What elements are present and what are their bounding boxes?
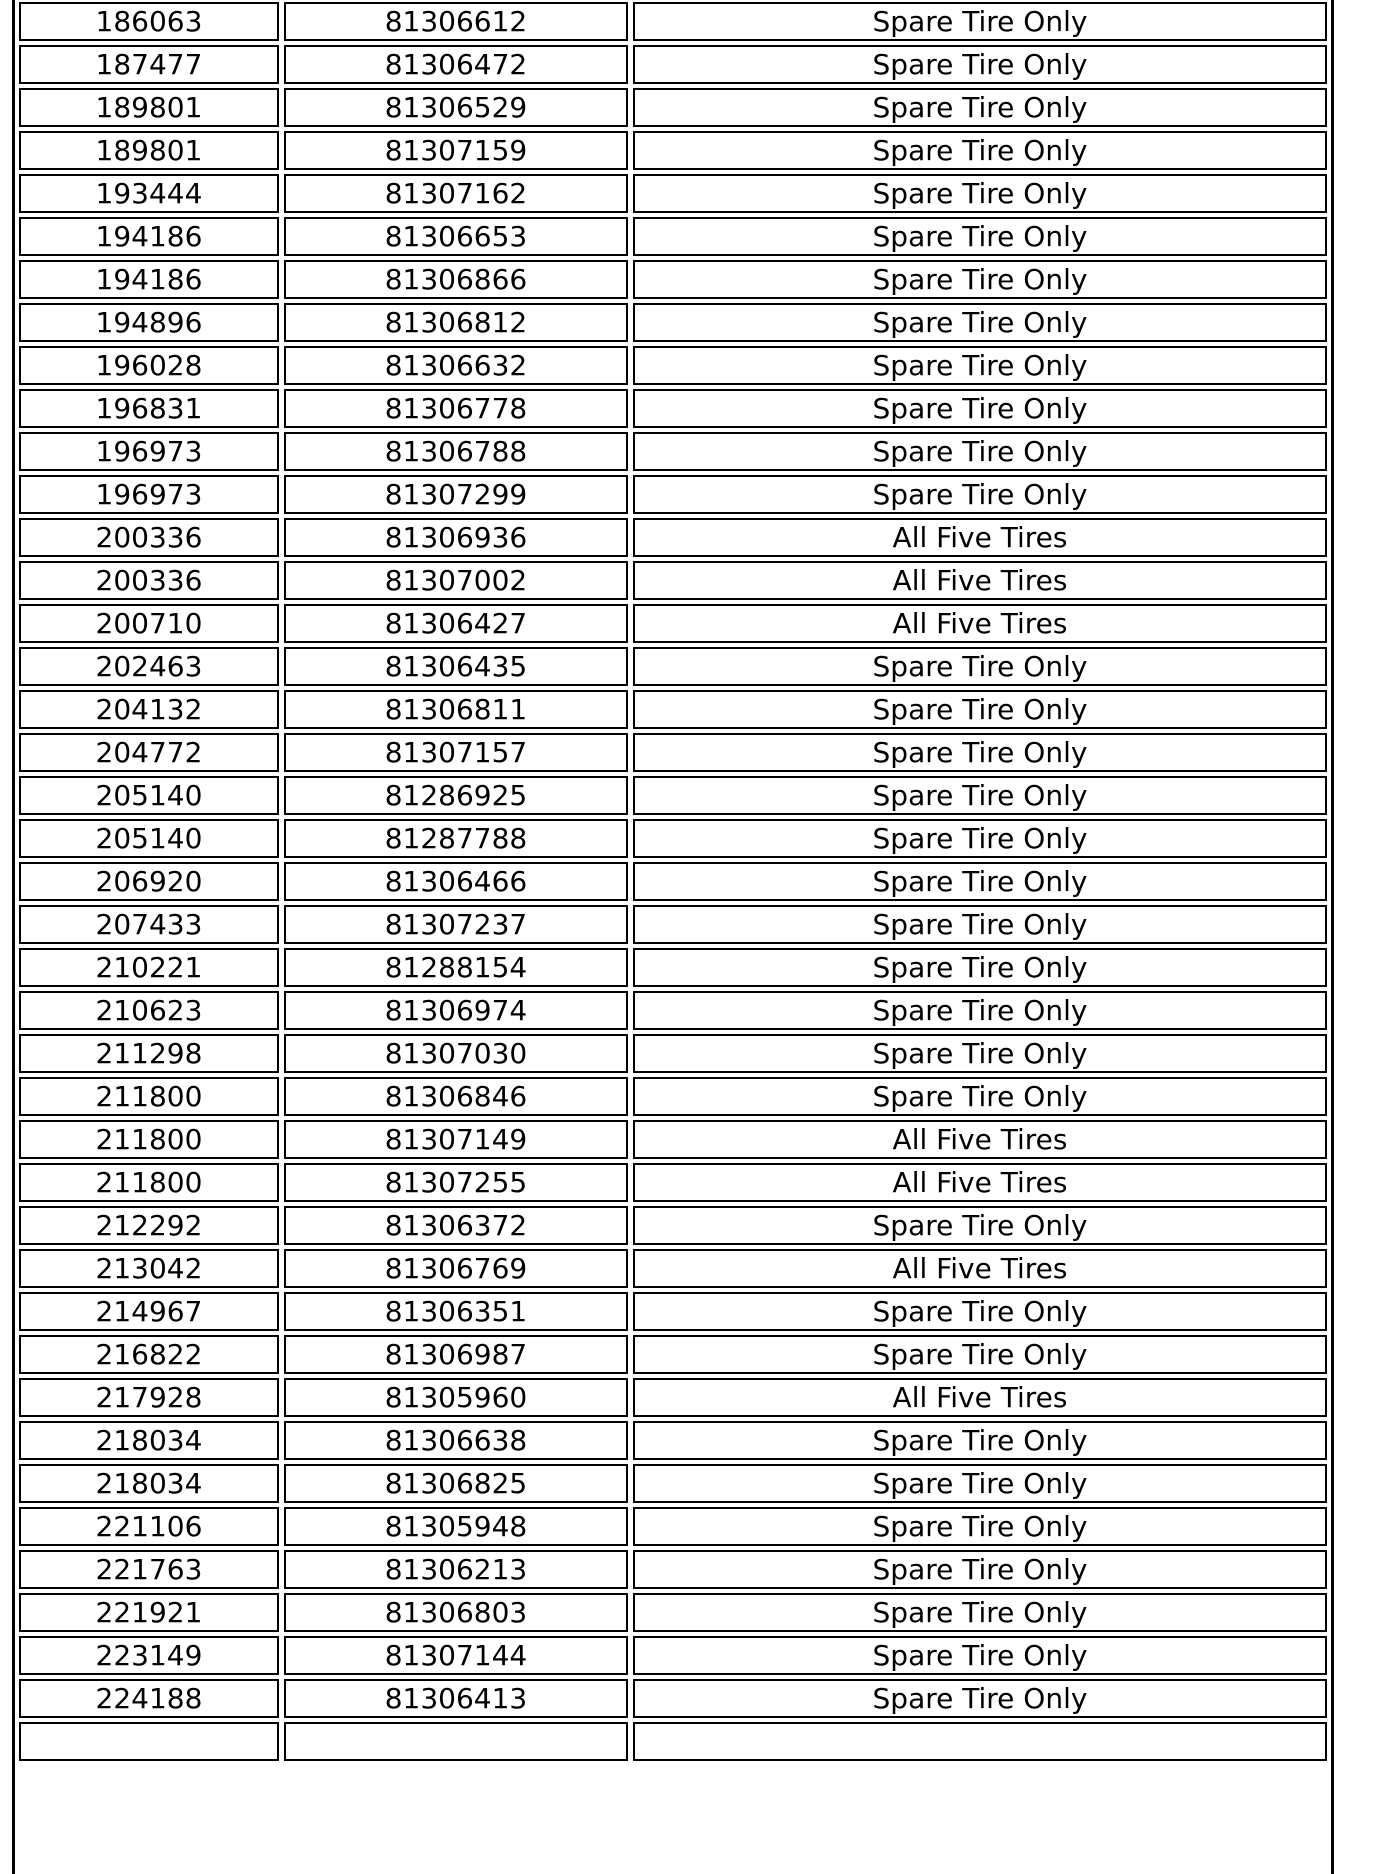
row-id-cell: 217928 xyxy=(19,1378,279,1417)
row-code-cell: 81307299 xyxy=(284,475,628,514)
row-code-cell: 81306769 xyxy=(284,1249,628,1288)
row-id-cell: 210623 xyxy=(19,991,279,1030)
empty-cell xyxy=(19,1722,279,1761)
table-row xyxy=(19,647,1327,686)
table-row xyxy=(19,518,1327,557)
table-row xyxy=(19,1163,1327,1202)
row-code-cell: 81307255 xyxy=(284,1163,628,1202)
row-description-cell: Spare Tire Only xyxy=(633,346,1327,385)
row-id-cell: 211800 xyxy=(19,1163,279,1202)
row-description-cell: Spare Tire Only xyxy=(633,260,1327,299)
row-code-cell: 81288154 xyxy=(284,948,628,987)
row-code-cell: 81287788 xyxy=(284,819,628,858)
table-row xyxy=(19,1464,1327,1503)
row-description-cell: Spare Tire Only xyxy=(633,1206,1327,1245)
table-row xyxy=(19,905,1327,944)
empty-cell xyxy=(633,1722,1327,1761)
row-id-cell: 196028 xyxy=(19,346,279,385)
table-row xyxy=(19,45,1327,84)
row-code-cell: 81307030 xyxy=(284,1034,628,1073)
table-row xyxy=(19,991,1327,1030)
table-row xyxy=(19,604,1327,643)
table-row xyxy=(19,948,1327,987)
row-description-cell: Spare Tire Only xyxy=(633,1507,1327,1546)
row-description-cell: Spare Tire Only xyxy=(633,1034,1327,1073)
row-code-cell: 81306803 xyxy=(284,1593,628,1632)
row-code-cell: 81286925 xyxy=(284,776,628,815)
row-description-cell: All Five Tires xyxy=(633,1249,1327,1288)
row-code-cell: 81306788 xyxy=(284,432,628,471)
row-id-cell: 194186 xyxy=(19,217,279,256)
row-code-cell: 81307149 xyxy=(284,1120,628,1159)
row-id-cell: 218034 xyxy=(19,1421,279,1460)
row-description-cell: All Five Tires xyxy=(633,1120,1327,1159)
table-row xyxy=(19,1421,1327,1460)
recall-table xyxy=(14,0,1332,1765)
row-id-cell: 189801 xyxy=(19,88,279,127)
table-row xyxy=(19,432,1327,471)
row-id-cell: 224188 xyxy=(19,1679,279,1718)
row-id-cell: 205140 xyxy=(19,776,279,815)
row-code-cell: 81307144 xyxy=(284,1636,628,1675)
row-description-cell: Spare Tire Only xyxy=(633,1550,1327,1589)
row-id-cell: 186063 xyxy=(19,2,279,41)
table-body xyxy=(19,2,1327,1761)
row-description-cell: Spare Tire Only xyxy=(633,432,1327,471)
row-description-cell: Spare Tire Only xyxy=(633,1421,1327,1460)
row-id-cell: 211800 xyxy=(19,1120,279,1159)
row-id-cell: 216822 xyxy=(19,1335,279,1374)
table-row xyxy=(19,733,1327,772)
table-row xyxy=(19,1593,1327,1632)
row-code-cell: 81306936 xyxy=(284,518,628,557)
table-row xyxy=(19,1335,1327,1374)
row-id-cell: 205140 xyxy=(19,819,279,858)
table-row xyxy=(19,1507,1327,1546)
row-id-cell: 194896 xyxy=(19,303,279,342)
row-code-cell: 81306638 xyxy=(284,1421,628,1460)
row-id-cell: 221106 xyxy=(19,1507,279,1546)
row-description-cell: Spare Tire Only xyxy=(633,303,1327,342)
row-description-cell: All Five Tires xyxy=(633,518,1327,557)
row-id-cell: 196973 xyxy=(19,432,279,471)
table-row xyxy=(19,260,1327,299)
row-id-cell: 194186 xyxy=(19,260,279,299)
table-row xyxy=(19,690,1327,729)
row-description-cell: Spare Tire Only xyxy=(633,1077,1327,1116)
row-id-cell: 189801 xyxy=(19,131,279,170)
row-description-cell: Spare Tire Only xyxy=(633,776,1327,815)
row-code-cell: 81306372 xyxy=(284,1206,628,1245)
row-description-cell: Spare Tire Only xyxy=(633,475,1327,514)
table-row xyxy=(19,389,1327,428)
row-code-cell: 81305960 xyxy=(284,1378,628,1417)
row-id-cell: 204132 xyxy=(19,690,279,729)
row-id-cell: 200336 xyxy=(19,561,279,600)
table-row xyxy=(19,1292,1327,1331)
row-id-cell: 223149 xyxy=(19,1636,279,1675)
table-row xyxy=(19,819,1327,858)
row-description-cell: All Five Tires xyxy=(633,1378,1327,1417)
row-id-cell: 221763 xyxy=(19,1550,279,1589)
row-id-cell: 218034 xyxy=(19,1464,279,1503)
row-description-cell: Spare Tire Only xyxy=(633,948,1327,987)
row-id-cell: 211298 xyxy=(19,1034,279,1073)
row-description-cell: Spare Tire Only xyxy=(633,1335,1327,1374)
table-row xyxy=(19,303,1327,342)
row-description-cell: Spare Tire Only xyxy=(633,174,1327,213)
table-row xyxy=(19,131,1327,170)
empty-cell xyxy=(284,1722,628,1761)
table-row xyxy=(19,862,1327,901)
row-code-cell: 81306987 xyxy=(284,1335,628,1374)
row-code-cell: 81306846 xyxy=(284,1077,628,1116)
row-code-cell: 81307237 xyxy=(284,905,628,944)
row-description-cell: All Five Tires xyxy=(633,604,1327,643)
row-code-cell: 81306653 xyxy=(284,217,628,256)
row-code-cell: 81305948 xyxy=(284,1507,628,1546)
table-row xyxy=(19,1550,1327,1589)
row-code-cell: 81306811 xyxy=(284,690,628,729)
table-row xyxy=(19,174,1327,213)
row-description-cell: Spare Tire Only xyxy=(633,131,1327,170)
table-row xyxy=(19,1034,1327,1073)
row-code-cell: 81307002 xyxy=(284,561,628,600)
row-description-cell: Spare Tire Only xyxy=(633,991,1327,1030)
row-code-cell: 81306466 xyxy=(284,862,628,901)
row-description-cell: Spare Tire Only xyxy=(633,1679,1327,1718)
row-code-cell: 81306413 xyxy=(284,1679,628,1718)
row-code-cell: 81306529 xyxy=(284,88,628,127)
row-code-cell: 81306866 xyxy=(284,260,628,299)
table-row xyxy=(19,1077,1327,1116)
row-description-cell: Spare Tire Only xyxy=(633,819,1327,858)
row-description-cell: Spare Tire Only xyxy=(633,45,1327,84)
table-row xyxy=(19,1206,1327,1245)
row-id-cell: 202463 xyxy=(19,647,279,686)
row-code-cell: 81307162 xyxy=(284,174,628,213)
table-row xyxy=(19,346,1327,385)
row-id-cell: 213042 xyxy=(19,1249,279,1288)
table-row xyxy=(19,1249,1327,1288)
table-row xyxy=(19,217,1327,256)
row-id-cell: 196831 xyxy=(19,389,279,428)
table-row xyxy=(19,1378,1327,1417)
row-description-cell: Spare Tire Only xyxy=(633,733,1327,772)
row-id-cell: 196973 xyxy=(19,475,279,514)
row-code-cell: 81306812 xyxy=(284,303,628,342)
table-row xyxy=(19,1636,1327,1675)
row-id-cell: 212292 xyxy=(19,1206,279,1245)
row-id-cell: 204772 xyxy=(19,733,279,772)
row-description-cell: All Five Tires xyxy=(633,561,1327,600)
table-row xyxy=(19,1679,1327,1718)
row-id-cell: 193444 xyxy=(19,174,279,213)
row-id-cell: 210221 xyxy=(19,948,279,987)
row-description-cell: Spare Tire Only xyxy=(633,905,1327,944)
row-description-cell: Spare Tire Only xyxy=(633,647,1327,686)
table-row xyxy=(19,776,1327,815)
row-code-cell: 81306612 xyxy=(284,2,628,41)
row-id-cell: 207433 xyxy=(19,905,279,944)
row-id-cell: 200336 xyxy=(19,518,279,557)
row-description-cell: Spare Tire Only xyxy=(633,862,1327,901)
table-row xyxy=(19,88,1327,127)
row-description-cell: Spare Tire Only xyxy=(633,88,1327,127)
table-row-partial xyxy=(19,1722,1327,1761)
row-id-cell: 221921 xyxy=(19,1593,279,1632)
table-row xyxy=(19,475,1327,514)
row-description-cell: Spare Tire Only xyxy=(633,1292,1327,1331)
table-row xyxy=(19,1120,1327,1159)
table-row xyxy=(19,561,1327,600)
row-code-cell: 81306825 xyxy=(284,1464,628,1503)
row-id-cell: 211800 xyxy=(19,1077,279,1116)
row-description-cell: Spare Tire Only xyxy=(633,217,1327,256)
row-code-cell: 81307157 xyxy=(284,733,628,772)
row-code-cell: 81306351 xyxy=(284,1292,628,1331)
row-description-cell: Spare Tire Only xyxy=(633,1464,1327,1503)
row-code-cell: 81306435 xyxy=(284,647,628,686)
row-code-cell: 81306427 xyxy=(284,604,628,643)
row-id-cell: 214967 xyxy=(19,1292,279,1331)
row-description-cell: Spare Tire Only xyxy=(633,1593,1327,1632)
row-description-cell: Spare Tire Only xyxy=(633,2,1327,41)
row-id-cell: 187477 xyxy=(19,45,279,84)
row-code-cell: 81307159 xyxy=(284,131,628,170)
row-description-cell: Spare Tire Only xyxy=(633,1636,1327,1675)
row-description-cell: Spare Tire Only xyxy=(633,690,1327,729)
table-row xyxy=(19,2,1327,41)
row-code-cell: 81306974 xyxy=(284,991,628,1030)
row-description-cell: All Five Tires xyxy=(633,1163,1327,1202)
row-code-cell: 81306632 xyxy=(284,346,628,385)
row-code-cell: 81306778 xyxy=(284,389,628,428)
row-id-cell: 206920 xyxy=(19,862,279,901)
row-code-cell: 81306213 xyxy=(284,1550,628,1589)
row-description-cell: Spare Tire Only xyxy=(633,389,1327,428)
row-code-cell: 81306472 xyxy=(284,45,628,84)
row-id-cell: 200710 xyxy=(19,604,279,643)
